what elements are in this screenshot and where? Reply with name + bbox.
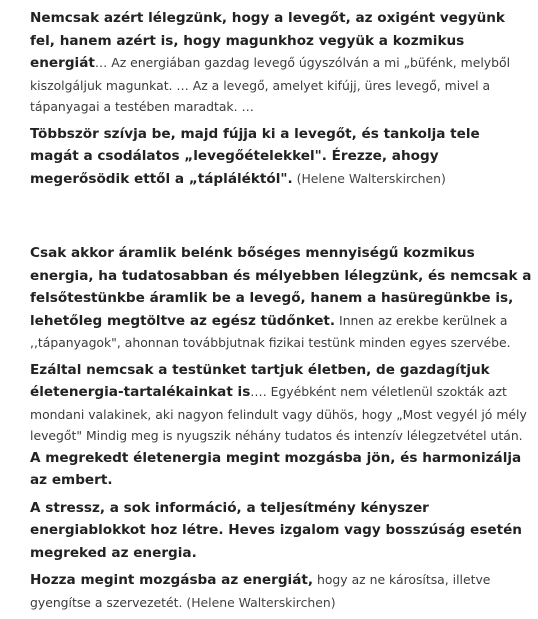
author-attribution: (Helene Walterskirchen) [186,594,336,610]
paragraph-bold-text: A megrekedt életenergia megint mozgásba jön, és harmonizálja az embert. [30,449,522,488]
paragraph-breathing-exercise [30,123,532,191]
paragraph-text: hogy az ne károsítsa, illetve gyengítse a szervezetét. [30,572,491,610]
paragraph-deep-breathing [30,242,532,354]
paragraph-move-energy [30,569,532,613]
paragraph-text: … Az energiában gazdag levegő úgyszólván a mi „büfénk, melyből kiszolgáljuk magunkat. … Az a levegő, amelyet kifújj, üres levegő, mivel a tápanyagai a testében maradtak. … [30,55,511,114]
paragraph-text: Innen az erekbe kerülnek a ,,tápanyagok", ahonnan továbbjutnak fizikai testünk minden egyes szervébe. [30,312,511,350]
paragraph-stress [30,497,532,565]
paragraph-bold-text: Nemcsak azért lélegzünk, hogy a levegőt, az oxigént vegyünk fel, hanem azért is, hogy magunkhoz vegyük a kozmikus energiát [30,10,505,71]
paragraph-bold-text: Csak akkor áramlik belénk bőséges mennyiségű kozmikus energia, ha tudatosabban és mélyebben lélegzünk, és nemcsak a felsőtestünkbe áramlik be a levegő, hanem a hasüregünkbe is, lehetőleg megtöltve az egész tüdőnket. [30,245,532,329]
author-attribution: (Helene Walterskirchen) [296,170,446,186]
paragraph-bold-text: A stressz, a sok információ, a teljesítmény kényszer energiablokkot hoz létre. Heves izgalom vagy bosszúság esetén megreked az energia. [30,499,522,561]
paragraph-life-energy [30,359,532,492]
paragraph-cosmic-energy [30,7,532,118]
paragraph-text: …. Egyébként nem véletlenül szokták azt mondani valakinek, aki nagyon felindult vagy dühös, hogy „Most vegyél jó mély levegőt" Mindig meg is nyugszik néhány tudatos és intenzív lélegzetvétel után. [30,384,527,443]
paragraph-bold-text: Többször szívja be, majd fújja ki a levegőt, és tankolja tele magát a csodálatos „levegőételekkel". Érezze, ahogy megerősödik ettől a „tápláléktól". [30,125,480,187]
paragraph-bold-text: Ezáltal nemcsak a testünket tartjuk életben, de gazdagítjuk életenergia-tartalékainkat is [30,361,490,400]
paragraph-bold-text: Hozza megint mozgásba az energiát, [30,572,314,588]
